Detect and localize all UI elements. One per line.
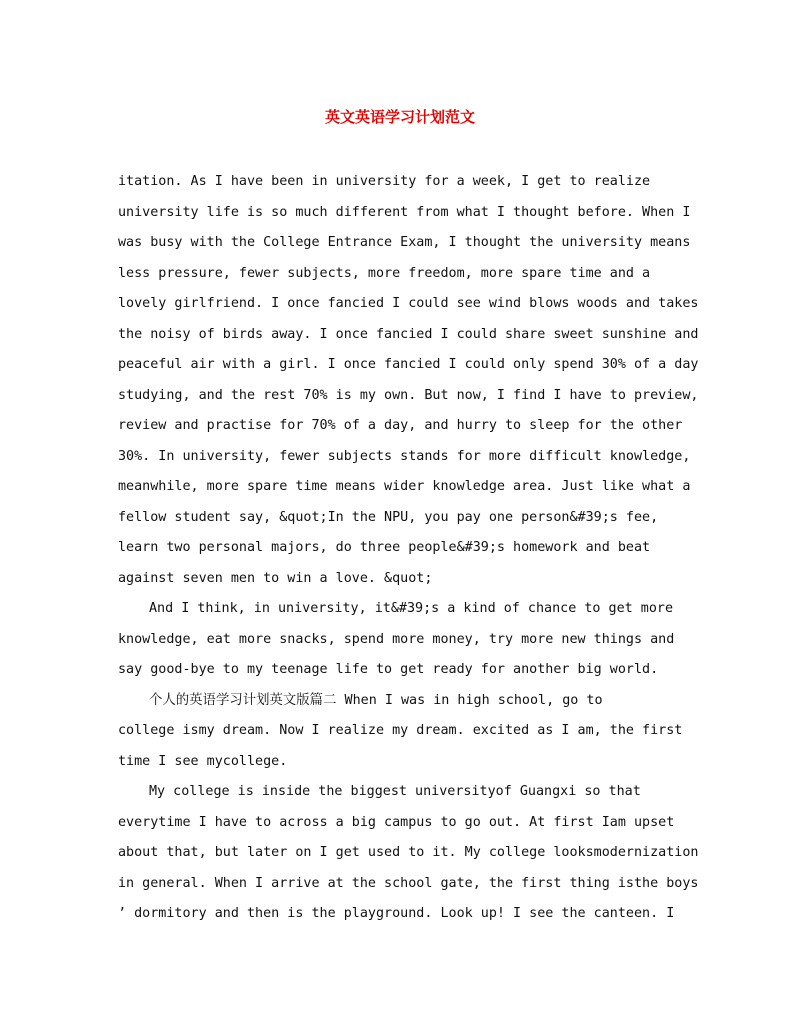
- paragraph-first-line: And I think, in university, it&#39;s a kind of chance to get more: [149, 601, 674, 616]
- text-line: say good-bye to my teenage life to get ready for another big world.: [118, 662, 659, 677]
- text-line: was busy with the College Entrance Exam, I thought the university means: [118, 235, 691, 250]
- text-line: itation. As I have been in university for a week, I get to realize: [118, 174, 651, 189]
- text-line: college ismy dream. Now I realize my dream. excited as I am, the first: [118, 723, 683, 738]
- text-line: against seven men to win a love. &quot;: [118, 570, 433, 586]
- text-line: everytime I have to across a big campus to go out. At first Iam upset: [118, 814, 675, 830]
- text-line: the noisy of birds away. I once fancied I could share sweet sunshine and: [118, 326, 699, 342]
- text-line: peaceful air with a girl. I once fancied I could only spend 30% of a day: [118, 357, 699, 372]
- text-line: knowledge, eat more snacks, spend more money, try more new things and: [118, 631, 675, 647]
- text-line: in general. When I arrive at the school gate, the first thing isthe boys: [118, 875, 699, 891]
- paragraph-first-line: 个人的英语学习计划英文版篇二 When I was in high school, go to: [149, 692, 603, 708]
- text-line: university life is so much different from what I thought before. When I: [118, 204, 691, 220]
- text-line: time I see mycollege.: [118, 753, 288, 769]
- document-title: 英文英语学习计划范文: [324, 108, 475, 126]
- text-line: fellow student say, &quot;In the NPU, you pay one person&#39;s fee,: [118, 509, 659, 525]
- text-line: learn two personal majors, do three people&#39;s homework and beat: [118, 540, 651, 555]
- text-line: 30%. In university, fewer subjects stands for more difficult knowledge,: [118, 448, 691, 464]
- document-body: [118, 167, 699, 930]
- text-line: ’ dormitory and then is the playground. Look up! I see the canteen. I: [118, 906, 675, 921]
- text-line: meanwhile, more spare time means wider knowledge area. Just like what a: [118, 479, 691, 494]
- text-line: less pressure, fewer subjects, more freedom, more spare time and a: [118, 265, 651, 281]
- text-line: lovely girlfriend. I once fancied I could see wind blows woods and takes: [118, 296, 699, 311]
- paragraph-first-line: My college is inside the biggest universityof Guangxi so that: [149, 784, 641, 799]
- text-line: review and practise for 70% of a day, and hurry to sleep for the other: [118, 418, 683, 433]
- text-line: studying, and the rest 70% is my own. But now, I find I have to preview,: [118, 387, 699, 403]
- text-line: about that, but later on I get used to it. My college looksmodernization: [118, 845, 699, 860]
